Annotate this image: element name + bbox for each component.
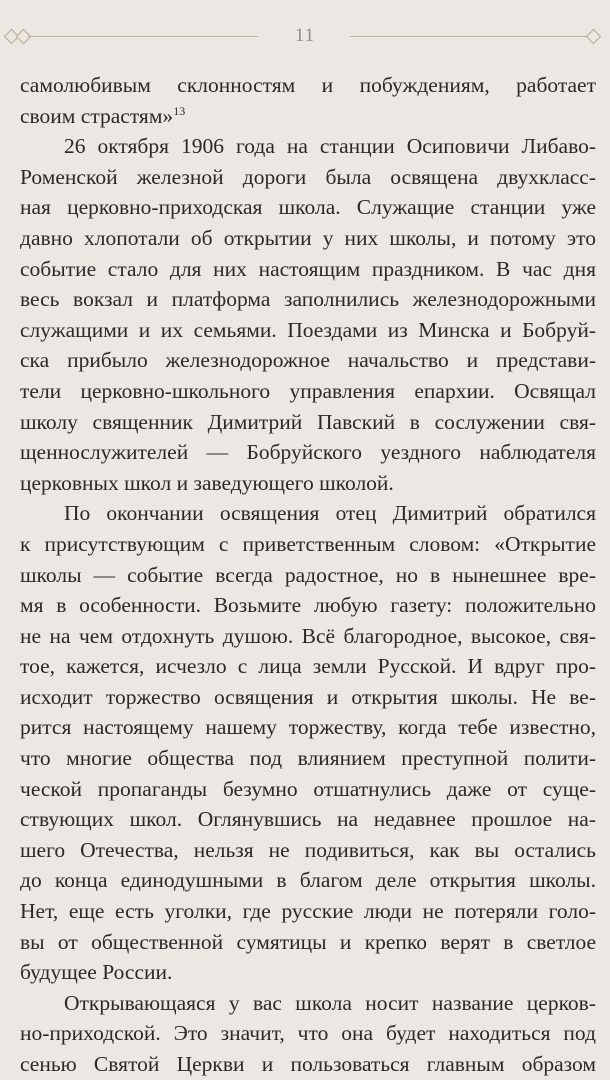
text-line: рится настоящему нашему торжеству, когда тебе известно, [20,715,596,740]
text-line: шего Отечества, нельзя не подивиться, как вы остались [20,837,596,862]
text-line: исходит торжество освящения и открытия школы. Не ве- [20,684,596,709]
body-text [20,70,596,1080]
text-line: вы от общественной сумятицы и крепко верят в светлое [20,929,596,954]
text-line: событие стало для них настоящим праздником. В час дня [20,256,596,281]
text-line: весь вокзал и платформа заполнились железнодорожными [20,287,596,312]
text-line: церковных школ и заведующего школой. [20,470,394,495]
text-line: Открывающаяся у вас школа носит название церков- [64,990,596,1015]
text-line: Нет, еще есть уголки, где русские люди не потеряли голо- [20,899,596,924]
text-line: служащими и их семьями. Поездами из Минска и Бобруй- [20,317,596,342]
text-line: По окончании освящения отец Димитрий обратился [64,501,596,526]
text-line: сенью Святой Церкви и пользоваться главным образом [20,1052,596,1076]
text-line: тели церковно-школьного управления епархии. Освящал [20,378,596,403]
page-number: 11 [294,25,316,46]
text-line-content: своим страстям» [20,103,174,128]
text-line: мя в особенности. Возьмите любую газету: положительно [20,593,596,618]
text-line: ная церковно-приходская школа. Служащие станции уже [20,195,596,220]
text-line: будущее России. [20,960,173,985]
text-line: ска прибыло железнодорожное начальство и представи- [20,348,596,373]
text-line: к присутствующим с приветственным словом: «Открытие [20,531,596,556]
text-line: но-приходской. Это значит, что она будет находиться под [20,1021,596,1046]
text-line: тое, кажется, исчезло с лица земли Русской. И вдруг про- [20,654,596,679]
text-line: давно хлопотали об открытии у них школы, и потому это [20,225,596,250]
text-line: до конца единодушными в благом деле открытия школы. [20,868,596,893]
text-line: не на чем отдохнуть душою. Всё благородное, высокое, свя- [20,623,596,648]
text-line [20,101,596,132]
text-line: щеннослужителей — Бобруйского уездного наблюдателя [20,440,596,465]
text-line: самолюбивым склонностям и побуждениям, работает [20,73,596,97]
text-line: ствующих школ. Оглянувшись на недавнее прошлое на- [20,807,596,832]
text-line: Роменской железной дороги была освящена двухкласс- [20,164,596,189]
footnote-reference: 13 [173,103,186,118]
text-line: 26 октября 1906 года на станции Осиповичи Либаво- [64,134,596,159]
text-line: школу священник Димитрий Павский в сослужении свя- [20,409,596,434]
text-line: ческой пропаганды безумно отшатнулись даже от суще- [20,776,596,801]
page-header [0,22,610,52]
header-rule-right [350,36,590,37]
text-line: школы — событие всегда радостное, но в нынешнее вре- [20,562,596,587]
text-line: что многие общества под влиянием преступной полити- [20,746,596,771]
